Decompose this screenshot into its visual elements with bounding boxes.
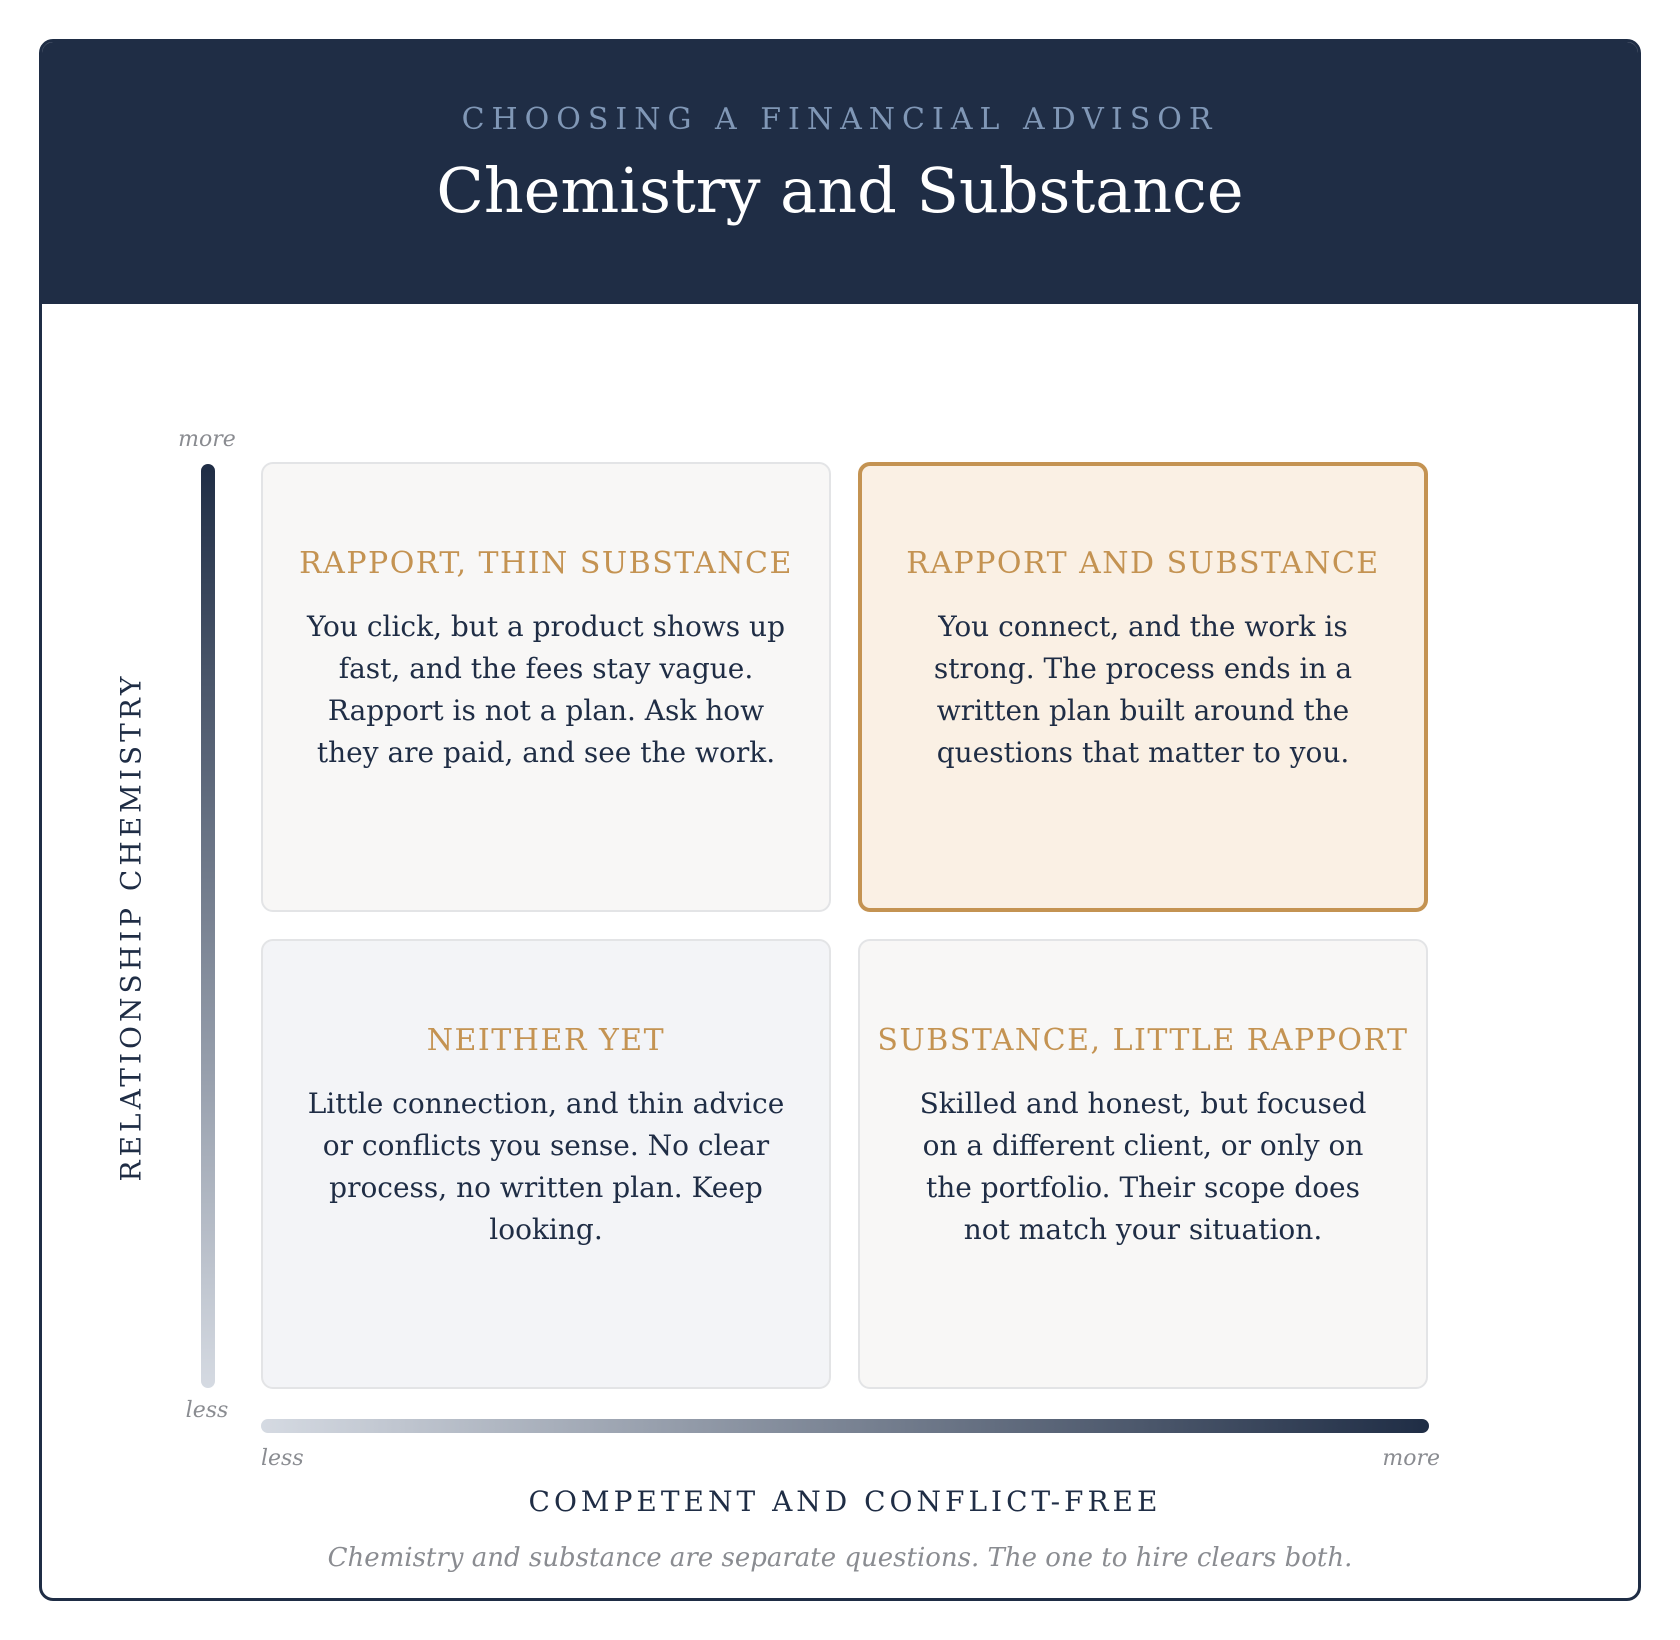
y-axis-title: RELATIONSHIP CHEMISTRY — [114, 672, 148, 1182]
quadrant-title: NEITHER YET — [426, 1023, 666, 1058]
eyebrow-text: CHOOSING A FINANCIAL ADVISOR — [461, 102, 1219, 137]
quadrant-top-left — [261, 462, 831, 912]
quadrant-bottom-right — [858, 939, 1428, 1389]
quadrant-body: You click, but a product shows up fast, and the fees stay vague. Rapport is not a plan. Ask how they are paid, and see the work. — [307, 610, 785, 769]
quadrant-title: SUBSTANCE, LITTLE RAPPORT — [877, 1023, 1409, 1058]
y-axis-gradient-bar — [201, 464, 215, 1388]
quadrant-bottom-left — [261, 939, 831, 1389]
quadrant-top-right — [858, 462, 1428, 912]
caption-text: Chemistry and substance are separate questions. The one to hire clears both. — [327, 1543, 1353, 1573]
quadrant-body: You connect, and the work is strong. The process ends in a written plan built around the questions that matter to you. — [933, 610, 1353, 769]
quadrant-title: RAPPORT, THIN SUBSTANCE — [299, 546, 793, 581]
y-axis-low-label: less — [185, 1398, 229, 1423]
quadrant-body: Skilled and honest, but focused on a different client, or only on the portfolio. Their scope does not match your situation. — [919, 1087, 1367, 1246]
x-axis-high-label: more — [1382, 1446, 1440, 1471]
y-axis-high-label: more — [178, 427, 236, 452]
x-axis-gradient-bar — [261, 1419, 1429, 1433]
quadrant-body: Little connection, and thin advice or conflicts you sense. No clear process, no written plan. Keep looking. — [307, 1087, 785, 1246]
x-axis-title: COMPETENT AND CONFLICT-FREE — [528, 1485, 1162, 1518]
x-axis-low-label: less — [261, 1446, 304, 1471]
page-title: Chemistry and Substance — [436, 154, 1244, 227]
header-banner — [42, 42, 1638, 304]
quadrant-title: RAPPORT AND SUBSTANCE — [906, 546, 1380, 581]
